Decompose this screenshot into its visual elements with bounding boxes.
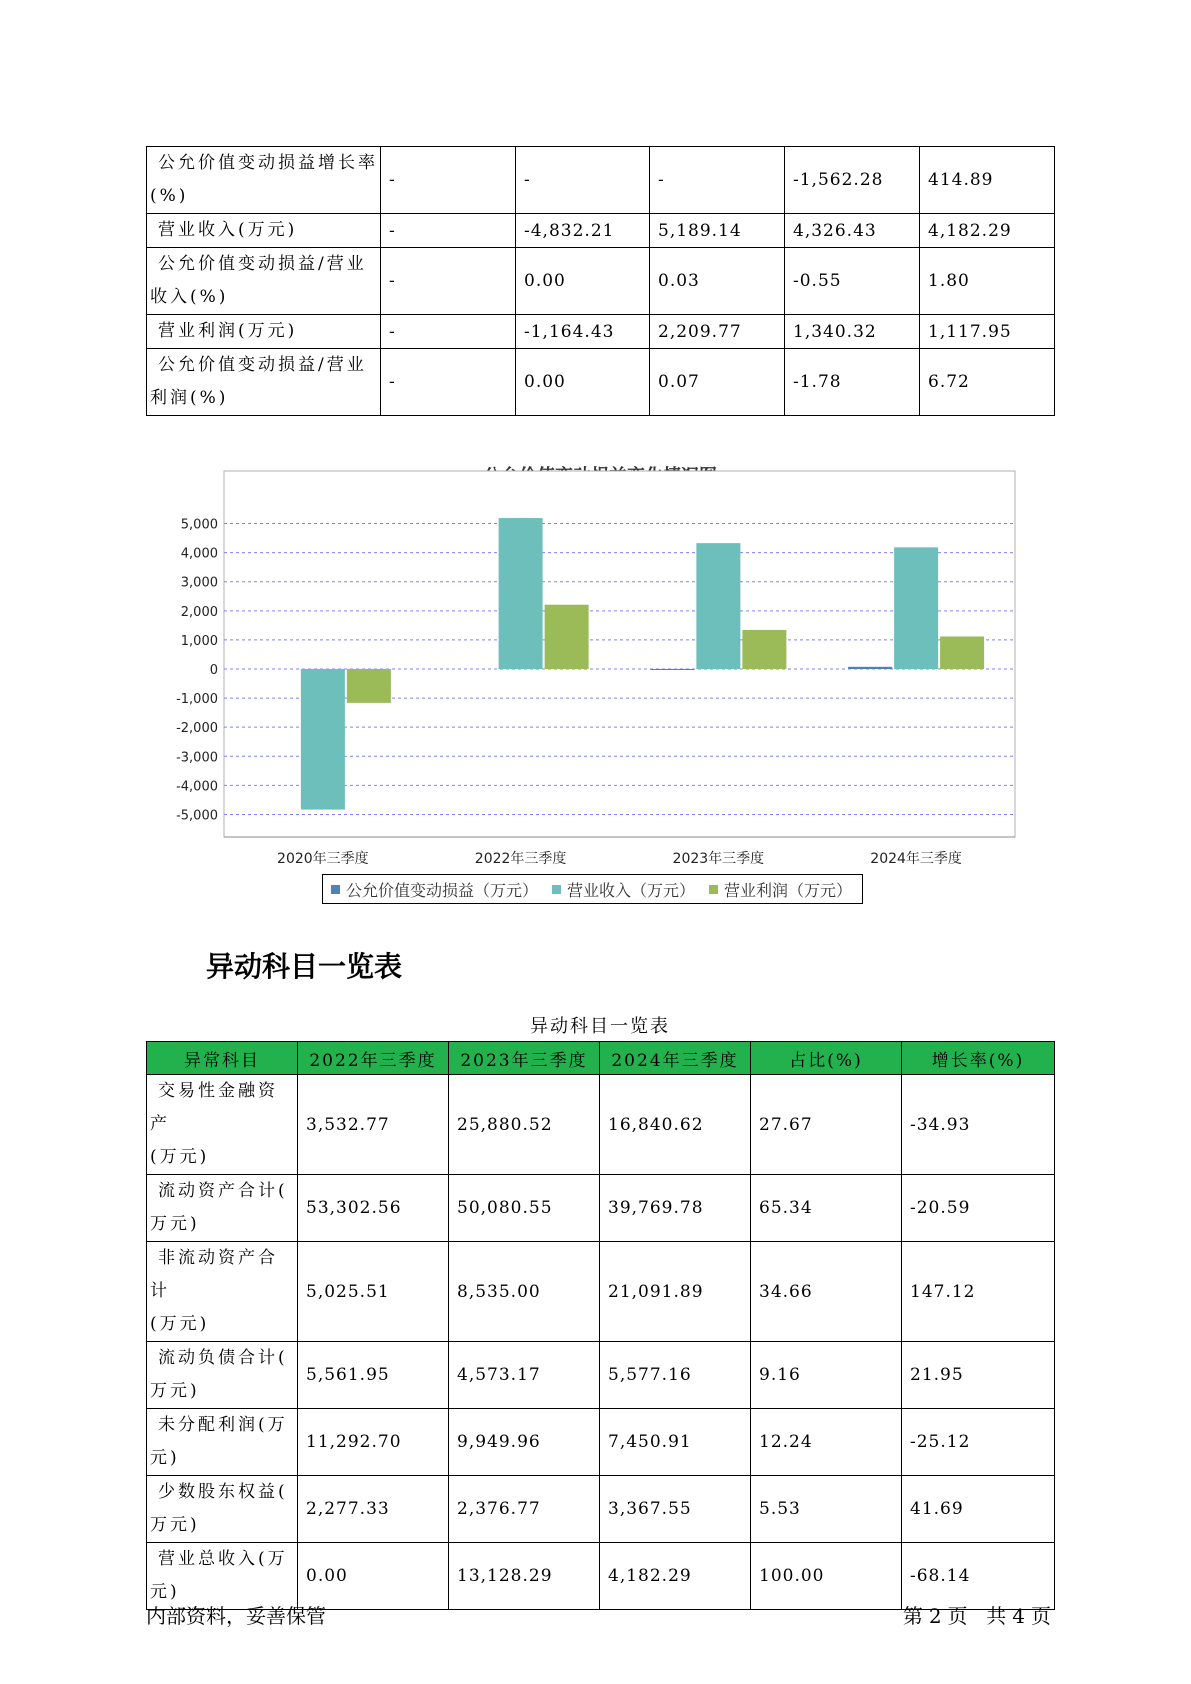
column-header: 异常科目	[147, 1042, 298, 1075]
table-cell: -1.78	[785, 349, 920, 416]
row-label: 公允价值变动损益增长率 (%)	[147, 147, 381, 214]
table-cell: -	[381, 214, 516, 248]
table-cell: 2,277.33	[298, 1476, 449, 1543]
table-cell: 34.66	[751, 1242, 902, 1342]
table-cell: 53,302.56	[298, 1175, 449, 1242]
table-cell: 4,182.29	[600, 1543, 751, 1610]
y-tick-label: -3,000	[176, 750, 218, 766]
section-heading: 异动科目一览表	[206, 950, 403, 983]
legend-item-revenue	[552, 878, 695, 901]
total-unit: 页	[1031, 1604, 1051, 1628]
x-tick-label: 2020年三季度	[277, 851, 369, 867]
table-cell: 11,292.70	[298, 1409, 449, 1476]
x-tick-label: 2022年三季度	[474, 851, 567, 867]
bar-fair-value	[848, 667, 892, 669]
bar-profit	[545, 605, 589, 669]
y-tick-label: 3,000	[180, 575, 218, 591]
legend-swatch	[709, 885, 718, 894]
table-row	[147, 248, 1055, 315]
footer-confidential-note: 内部资料，妥善保管	[146, 1604, 326, 1628]
table-cell: -	[381, 315, 516, 349]
table-cell: 5.53	[751, 1476, 902, 1543]
chart-canvas	[160, 462, 1040, 874]
table-cell: -	[650, 147, 785, 214]
x-tick-label: 2024年三季度	[870, 851, 962, 867]
table-cell: 5,189.14	[650, 214, 785, 248]
y-tick-label: 4,000	[180, 546, 218, 562]
table-cell: 4,182.29	[920, 214, 1055, 248]
table-cell: 13,128.29	[449, 1543, 600, 1610]
table-cell: 27.67	[751, 1075, 902, 1175]
row-label: 交易性金融资产 (万元)	[147, 1075, 298, 1175]
row-label: 未分配利润(万 元)	[147, 1409, 298, 1476]
table-cell: 0.03	[650, 248, 785, 315]
column-header: 2024年三季度	[600, 1042, 751, 1075]
table-cell: 2,376.77	[449, 1476, 600, 1543]
table-cell: 8,535.00	[449, 1242, 600, 1342]
row-label: 公允价值变动损益/营业 收入(%)	[147, 248, 381, 315]
table-cell: -34.93	[902, 1075, 1055, 1175]
table-cell: 7,450.91	[600, 1409, 751, 1476]
table-cell: 3,532.77	[298, 1075, 449, 1175]
table-cell: -1,164.43	[516, 315, 650, 349]
y-tick-label: -5,000	[176, 808, 218, 824]
table-cell: -4,832.21	[516, 214, 650, 248]
table-cell: 12.24	[751, 1409, 902, 1476]
row-label: 营业总收入(万 元)	[147, 1543, 298, 1610]
bar-revenue	[894, 547, 938, 669]
table-cell: -	[516, 147, 650, 214]
row-label: 流动负债合计( 万元)	[147, 1342, 298, 1409]
table-cell: 2,209.77	[650, 315, 785, 349]
table-cell: -0.55	[785, 248, 920, 315]
table-cell: 147.12	[902, 1242, 1055, 1342]
bar-profit	[347, 669, 391, 703]
table-cell: 21.95	[902, 1342, 1055, 1409]
table-cell: 1,340.32	[785, 315, 920, 349]
table-row	[147, 147, 1055, 214]
row-label: 流动资产合计( 万元)	[147, 1175, 298, 1242]
footer-page-number	[900, 1600, 1054, 1629]
bar-fair-value	[650, 669, 694, 670]
table-row	[147, 315, 1055, 349]
row-label: 营业收入(万元)	[147, 214, 381, 248]
row-label: 少数股东权益( 万元)	[147, 1476, 298, 1543]
table-cell: 0.00	[516, 349, 650, 416]
legend-swatch	[331, 885, 340, 894]
table-row	[147, 1242, 1055, 1342]
table-cell: -	[381, 349, 516, 416]
table-cell: 9.16	[751, 1342, 902, 1409]
table-cell: 4,573.17	[449, 1342, 600, 1409]
row-label: 非流动资产合计 (万元)	[147, 1242, 298, 1342]
table-cell: 0.07	[650, 349, 785, 416]
table-cell: 5,025.51	[298, 1242, 449, 1342]
table-row	[147, 214, 1055, 248]
table-cell: 1,117.95	[920, 315, 1055, 349]
page-unit: 页	[947, 1604, 968, 1628]
table-cell: -	[381, 248, 516, 315]
table-cell: 5,561.95	[298, 1342, 449, 1409]
legend-label: 营业收入（万元）	[567, 880, 696, 900]
table-row	[147, 1476, 1055, 1543]
bar-revenue	[696, 543, 740, 669]
legend-label: 营业利润（万元）	[724, 880, 853, 900]
table-row	[147, 1342, 1055, 1409]
table-cell: 39,769.78	[600, 1175, 751, 1242]
table-row	[147, 349, 1055, 416]
x-tick-label: 2023年三季度	[672, 851, 765, 867]
y-tick-label: -4,000	[176, 779, 218, 795]
bar-profit	[940, 636, 984, 669]
column-header: 2022年三季度	[298, 1042, 449, 1075]
table-header-row	[147, 1042, 1055, 1075]
row-label: 营业利润(万元)	[147, 315, 381, 349]
bar-chart	[160, 462, 1040, 912]
table-cell: 0.00	[298, 1543, 449, 1610]
financial-table	[146, 146, 1055, 416]
row-label: 公允价值变动损益/营业 利润(%)	[147, 349, 381, 416]
y-tick-label: 0	[209, 663, 218, 678]
table-row	[147, 1175, 1055, 1242]
y-tick-label: -1,000	[176, 692, 218, 708]
column-header: 2023年三季度	[449, 1042, 600, 1075]
table-cell: 6.72	[920, 349, 1055, 416]
chart-legend	[322, 874, 863, 904]
table-row	[147, 1409, 1055, 1476]
table-cell: 25,880.52	[449, 1075, 600, 1175]
column-header: 增长率(%)	[902, 1042, 1055, 1075]
legend-item-fair-value	[331, 878, 538, 901]
table-cell: 0.00	[516, 248, 650, 315]
table-cell: -20.59	[902, 1175, 1055, 1242]
page-number: 2	[928, 1604, 942, 1628]
table-cell: 65.34	[751, 1175, 902, 1242]
y-tick-label: 1,000	[180, 633, 218, 649]
legend-label: 公允价值变动损益（万元）	[346, 880, 539, 900]
table-cell: 9,949.96	[449, 1409, 600, 1476]
total-prefix: 共	[986, 1604, 1007, 1628]
legend-item-profit	[709, 878, 852, 901]
anomaly-table	[146, 1041, 1055, 1610]
table-cell: 3,367.55	[600, 1476, 751, 1543]
table-cell: 414.89	[920, 147, 1055, 214]
bar-revenue	[499, 518, 543, 669]
y-tick-label: 2,000	[180, 604, 218, 620]
bar-revenue	[301, 669, 345, 810]
table-cell: -68.14	[902, 1543, 1055, 1610]
page-prefix: 第	[902, 1604, 923, 1628]
y-tick-label: 5,000	[180, 517, 218, 533]
table-cell: 1.80	[920, 248, 1055, 315]
bar-profit	[742, 630, 786, 669]
table-cell: 50,080.55	[449, 1175, 600, 1242]
y-tick-label: -2,000	[176, 721, 218, 737]
table-cell: -	[381, 147, 516, 214]
legend-swatch	[552, 885, 561, 894]
table-cell: -25.12	[902, 1409, 1055, 1476]
column-header: 占比(%)	[751, 1042, 902, 1075]
table-cell: 100.00	[751, 1543, 902, 1610]
table-row	[147, 1075, 1055, 1175]
total-pages: 4	[1012, 1604, 1025, 1628]
table-cell: 41.69	[902, 1476, 1055, 1543]
table-cell: 5,577.16	[600, 1342, 751, 1409]
table-cell: 16,840.62	[600, 1075, 751, 1175]
table-cell: -1,562.28	[785, 147, 920, 214]
table-cell: 4,326.43	[785, 214, 920, 248]
table-cell: 21,091.89	[600, 1242, 751, 1342]
table-caption: 异动科目一览表	[530, 1016, 670, 1037]
